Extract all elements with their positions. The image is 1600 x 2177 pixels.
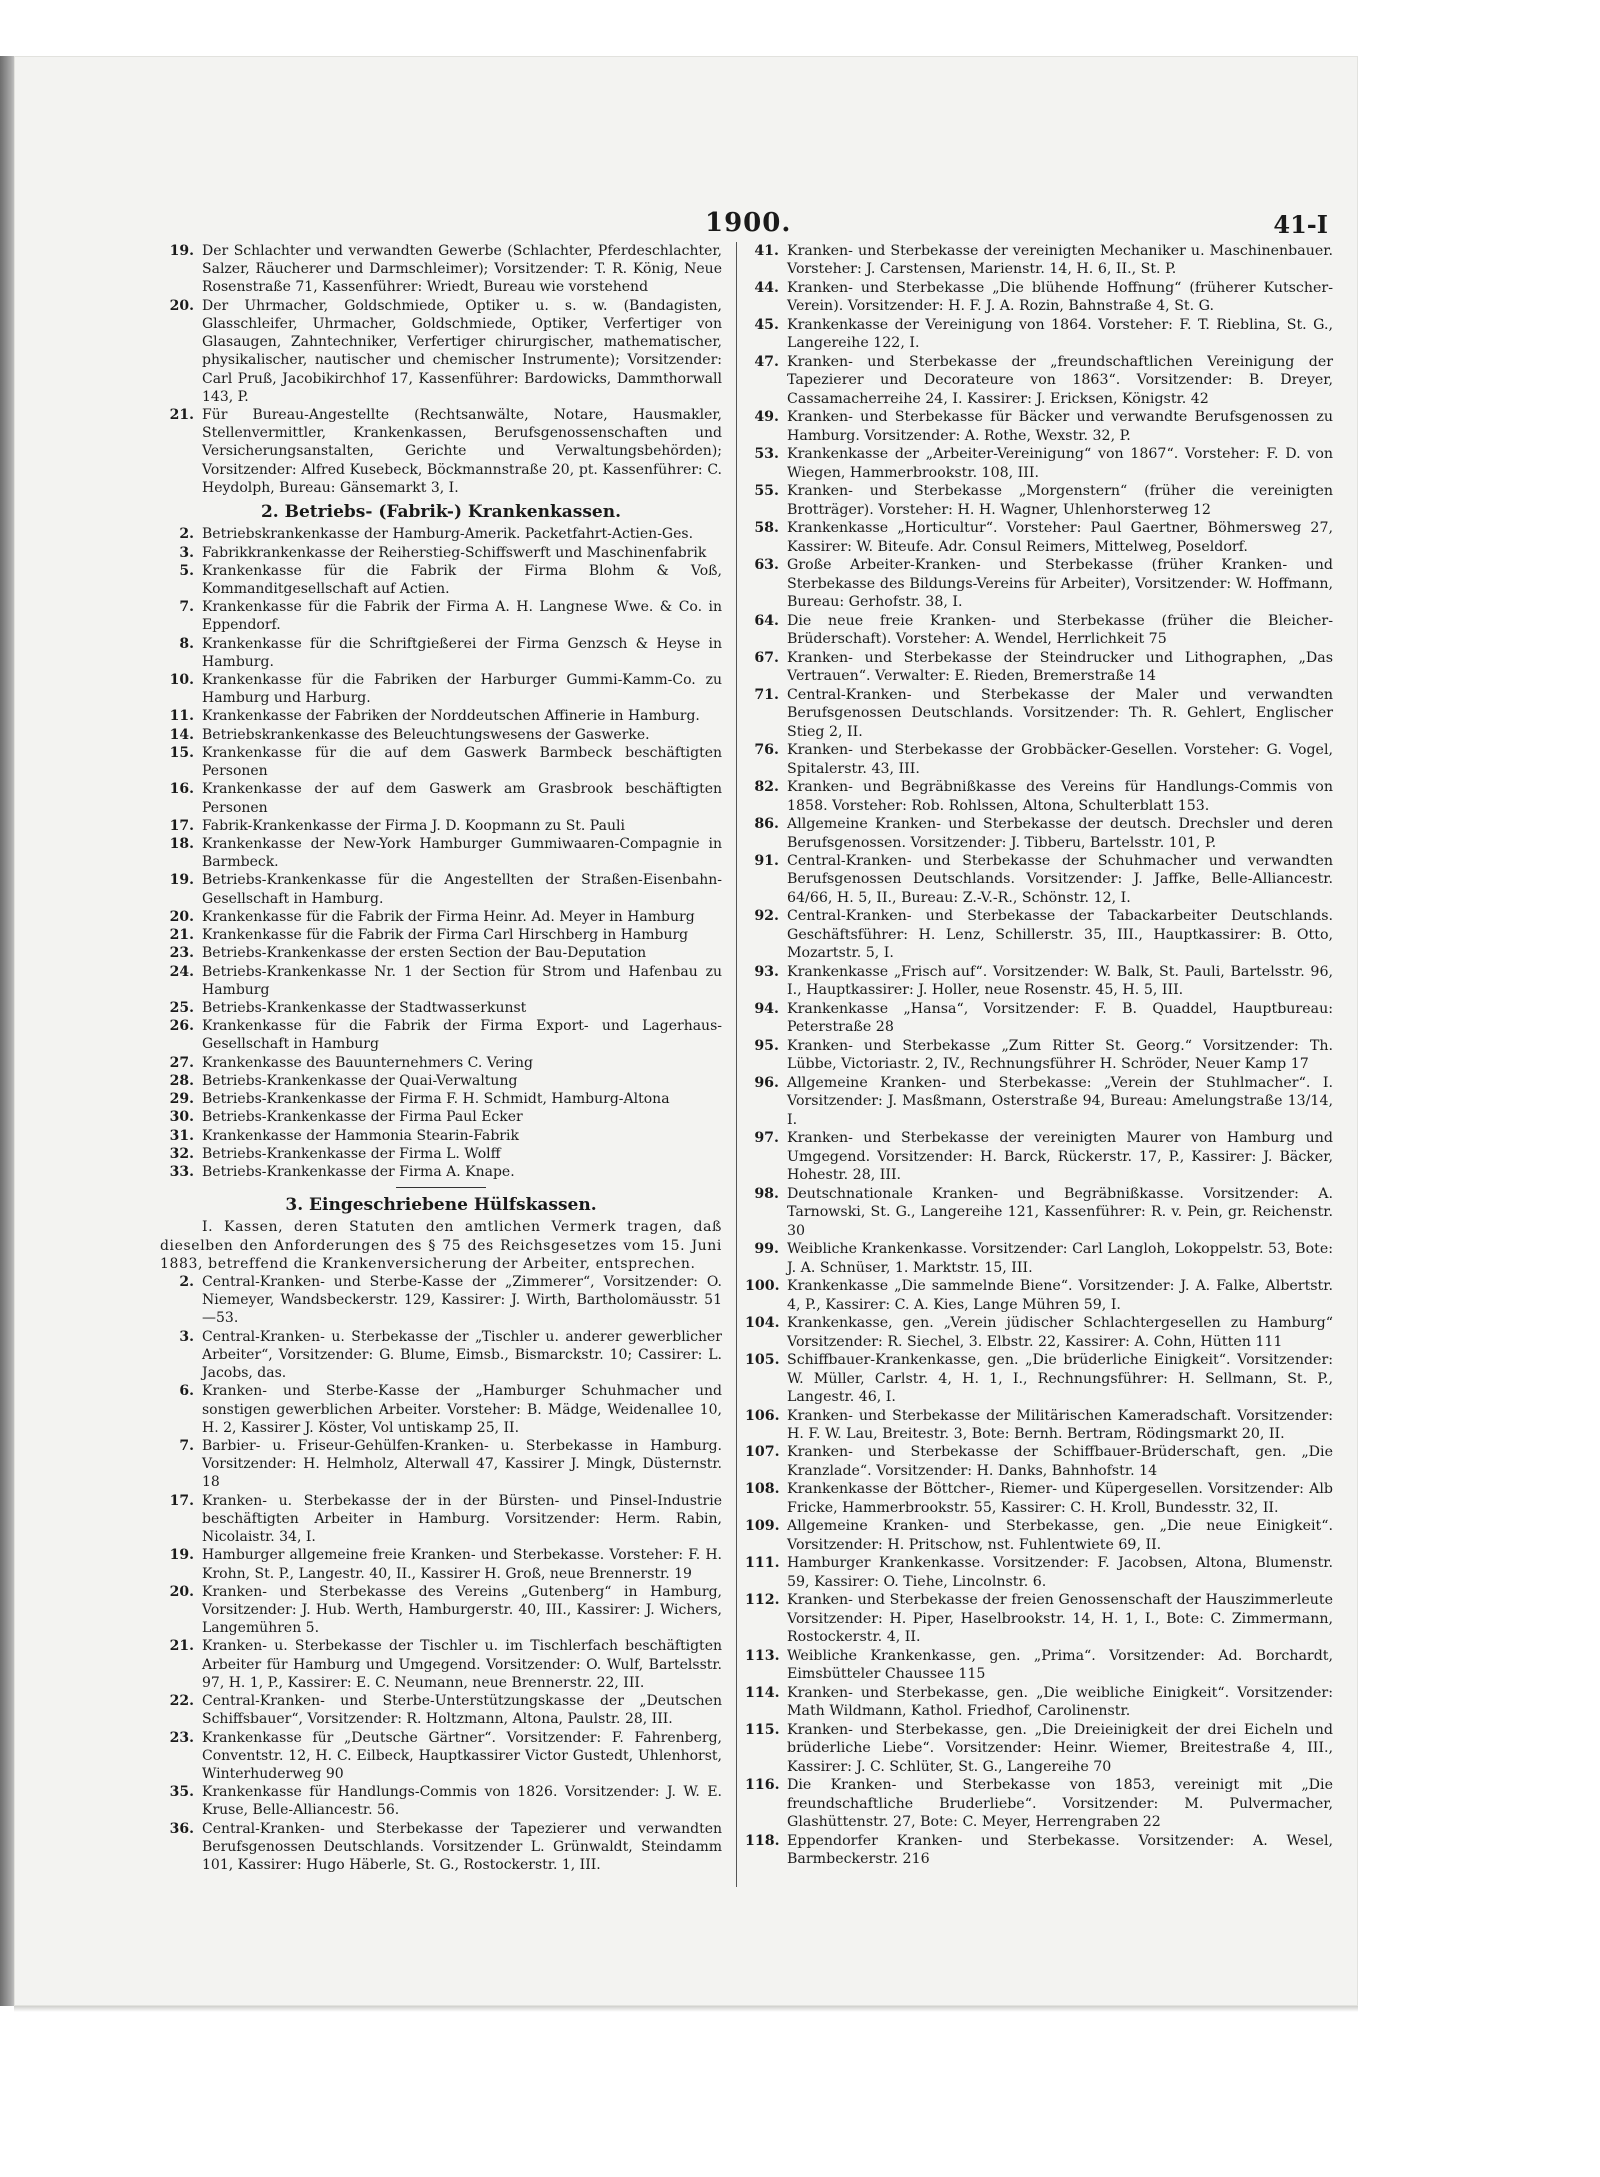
list-item xyxy=(160,744,722,780)
entry-number: 41. xyxy=(754,243,779,259)
entry-text: Krankenkasse der Böttcher-, Riemer- und Küpergesellen. Vorsitzender: Alb Fricke, Hammerbrookstr. 55, Kassirer: C. H. Kroll, Bundesstr. 32, II. xyxy=(787,1481,1333,1516)
list-item xyxy=(160,1692,722,1728)
entry-text: Krankenkasse der „Arbeiter-Vereinigung“ von 1867“. Vorsteher: F. D. von Wiegen, Hammerbrookstr. 108, III. xyxy=(787,446,1333,481)
right-entries xyxy=(745,242,1333,1869)
entry-number: 67. xyxy=(754,649,779,666)
entry-text: Kranken- und Sterbekasse „Morgenstern“ (früher die vereinigten Brotträger). Vorsteher: H. H. Wagner, Uhlenhorsterweg 12 xyxy=(787,483,1333,518)
entry-text: Krankenkasse des Bauunternehmers C. Vering xyxy=(202,1054,533,1071)
entry-text: Krankenkasse der auf dem Gaswerk am Grasbrook beschäftigten Personen xyxy=(202,781,722,816)
list-item xyxy=(745,1443,1333,1480)
list-item xyxy=(745,612,1333,649)
entry-number: 20. xyxy=(169,297,194,314)
entry-number: 5. xyxy=(179,562,194,579)
entry-number: 23. xyxy=(169,945,194,962)
entry-number: 94. xyxy=(754,1000,779,1017)
list-item xyxy=(745,1721,1333,1776)
entry-number: 20. xyxy=(169,908,194,925)
entry-number: 82. xyxy=(754,779,779,796)
entry-text: Kranken- und Sterbekasse der Militärischen Kameradschaft. Vorsitzender: H. F. W. Lau, Breitestr. 3, Bote: Bernh. Bertram, Rödingsmarkt 20, II. xyxy=(787,1407,1333,1442)
entry-text: Krankenkasse der Fabriken der Norddeutschen Affinerie in Hamburg. xyxy=(202,708,700,725)
page-header xyxy=(150,208,1328,244)
entry-text: Deutschnationale Kranken- und Begräbnißkasse. Vorsitzender: A. Tarnowski, St. G., Langereihe 121, Kassenführer: R. v. Pein, gr. Reichenstr. 30 xyxy=(787,1185,1333,1239)
entry-number: 31. xyxy=(169,1127,194,1144)
entry-text: Krankenkasse der Vereinigung von 1864. Vorsteher: F. T. Rieblina, St. G., Langereihe 122, I. xyxy=(787,316,1333,352)
entry-number: 53. xyxy=(754,446,779,463)
section-2-entries xyxy=(160,525,722,1181)
list-item xyxy=(745,1037,1333,1074)
entry-number: 98. xyxy=(754,1185,779,1202)
list-item xyxy=(160,1729,722,1784)
list-item xyxy=(160,726,722,744)
entry-number: 19. xyxy=(169,872,194,889)
list-item xyxy=(160,1054,722,1072)
entry-text: Krankenkasse für die auf dem Gaswerk Barmbeck beschäftigten Personen xyxy=(202,744,722,780)
entry-text: Eppendorfer Kranken- und Sterbekasse. Vorsitzender: A. Wesel, Barmbeckerstr. 216 xyxy=(787,1832,1333,1868)
list-item xyxy=(160,1492,722,1547)
entry-number: 113. xyxy=(745,1647,780,1664)
entry-number: 116. xyxy=(745,1777,780,1794)
entry-text: Betriebs-Krankenkasse Nr. 1 der Section für Strom und Hafenbau zu Hamburg xyxy=(202,963,722,998)
entry-number: 112. xyxy=(745,1592,780,1609)
list-item xyxy=(745,1684,1333,1721)
list-item xyxy=(160,1090,722,1108)
entry-number: 115. xyxy=(745,1721,780,1738)
entry-number: 14. xyxy=(169,726,194,743)
entry-text: Allgemeine Kranken- und Sterbekasse der deutsch. Drechsler und deren Berufsgenossen. Vorsitzender: J. Tibberu, Bartelsstr. 101, P. xyxy=(787,816,1333,851)
entry-number: 55. xyxy=(754,483,779,500)
entry-text: Krankenkasse, gen. „Verein jüdischer Schlachtergesellen zu Hamburg“ Vorsitzender: R. Siechel, 3. Elbstr. 22, Kassirer: A. Cohn, Hütten 111 xyxy=(787,1315,1333,1350)
list-item xyxy=(745,353,1333,408)
list-item xyxy=(745,408,1333,445)
page-year: 1900. xyxy=(705,208,792,238)
list-item xyxy=(160,817,722,835)
entry-text: Kranken- und Sterbekasse der Steindrucker und Lithographen, „Das Vertrauen“. Verwalter: E. Rieden, Bremerstraße 14 xyxy=(787,649,1333,685)
entry-text: Central-Kranken- und Sterbekasse der Tabackarbeiter Deutschlands. Geschäftsführer: H. Lenz, Schillerstr. 35, III., Hauptkassirer: B. Otto, Mozartstr. 5, I. xyxy=(787,908,1333,962)
entry-text: Schiffbauer-Krankenkasse, gen. „Die brüderliche Einigkeit“. Vorsitzender: W. Müller, Carlstr. 4, H. 1, I., Rechnungsführer: H. Sellmann, St. P., Langestr. 46, I. xyxy=(787,1352,1333,1406)
list-item xyxy=(745,907,1333,962)
entry-text: Allgemeine Kranken- und Sterbekasse, gen. „Die neue Einigkeit“. Vorsitzender: H. Pritschow, nst. Fuhlentwiete 69, II. xyxy=(787,1518,1333,1553)
list-item xyxy=(745,445,1333,482)
entry-number: 106. xyxy=(745,1407,780,1424)
list-item xyxy=(160,1783,722,1819)
entry-number: 76. xyxy=(754,742,779,759)
entry-number: 91. xyxy=(754,852,779,869)
list-item xyxy=(160,1328,722,1383)
entry-text: Krankenkasse für die Fabrik der Firma Carl Hirschberg in Hamburg xyxy=(202,927,689,944)
entry-text: Krankenkasse für „Deutsche Gärtner“. Vorsitzender: F. Fahrenberg, Conventstr. 12, H. C. Eilbeck, Hauptkassirer Victor Gustedt, Uhlenhorst, Winterhuderweg 90 xyxy=(202,1729,722,1782)
list-item xyxy=(745,852,1333,907)
list-item xyxy=(160,963,722,999)
list-item xyxy=(745,519,1333,556)
section-divider xyxy=(396,1187,486,1188)
entry-text: Krankenkasse „Horticultur“. Vorsteher: Paul Gaertner, Böhmersweg 27, Kassirer: W. Biteufe. Adr. Consul Reimers, Mittelweg, Poseldorf. xyxy=(787,520,1333,555)
entry-text: Fabrik-Krankenkasse der Firma J. D. Koopmann zu St. Pauli xyxy=(202,817,625,834)
entry-number: 29. xyxy=(169,1091,194,1108)
list-item xyxy=(160,1145,722,1163)
list-item xyxy=(745,1185,1333,1240)
entry-number: 58. xyxy=(754,520,779,537)
list-item xyxy=(745,556,1333,611)
list-item xyxy=(160,871,722,907)
entry-text: Die neue freie Kranken- und Sterbekasse (früher die Bleicher-Brüderschaft). Vorsteher: A. Wendel, Herrlichkeit 75 xyxy=(787,612,1333,648)
entry-text: Kranken- und Sterbekasse der vereinigten Mechaniker u. Maschinenbauer. Vorsteher: J. Carstensen, Marienstr. 14, H. 6, II., St. P. xyxy=(787,243,1333,278)
entry-number: 19. xyxy=(169,1547,194,1564)
list-item xyxy=(745,1647,1333,1684)
list-item xyxy=(745,1074,1333,1129)
entry-number: 45. xyxy=(754,316,779,333)
entry-text: Betriebs-Krankenkasse der Stadtwasserkunst xyxy=(202,999,527,1016)
entry-number: 96. xyxy=(754,1074,779,1091)
entry-text: Betriebs-Krankenkasse der Firma F. H. Schmidt, Hamburg-Altona xyxy=(202,1091,670,1108)
list-item xyxy=(160,1583,722,1638)
entry-number: 111. xyxy=(745,1555,780,1572)
list-item xyxy=(745,1554,1333,1591)
entry-text: Betriebs-Krankenkasse der Firma L. Wolff xyxy=(202,1145,501,1162)
entry-number: 2. xyxy=(179,526,194,543)
entry-text: Krankenkasse für die Fabriken der Harburger Gummi-Kamm-Co. zu Hamburg und Harburg. xyxy=(202,672,722,707)
entry-text: Betriebskrankenkasse der Hamburg-Amerik. Packetfahrt-Actien-Ges. xyxy=(202,526,694,543)
entry-text: Betriebs-Krankenkasse der Firma A. Knape. xyxy=(202,1163,515,1180)
entry-number: 28. xyxy=(169,1072,194,1089)
entry-number: 95. xyxy=(754,1037,779,1054)
entry-text: Barbier- u. Friseur-Gehülfen-Kranken- u. Sterbekasse in Hamburg. Vorsitzender: H. Helmholz, Alterwall 47, Kassirer J. Mingk, Düsternstr. 18 xyxy=(202,1438,722,1491)
entry-number: 47. xyxy=(754,353,779,370)
section-3-entries xyxy=(160,1273,722,1874)
entry-number: 63. xyxy=(754,557,779,574)
list-item xyxy=(745,1407,1333,1444)
page-number: 41-I xyxy=(1273,210,1328,239)
entry-text: Die Kranken- und Sterbekasse von 1853, vereinigt mit „Die freundschaftliche Bruderliebe“. Vorsitzender: M. Pulvermacher, Glashüttenstr. 27, Bote: C. Meyer, Herrengraben 22 xyxy=(787,1777,1333,1831)
list-item xyxy=(160,671,722,707)
entry-number: 16. xyxy=(169,781,194,798)
entry-text: Central-Kranken- und Sterbekasse der Schuhmacher und verwandten Berufsgenossen Deutschlands. Vorsitzender: J. Jaffke, Belle-Alliancestr. 64/66, H. 5, II., Bureau: Z.-V.-R., Schönstr. 12, I. xyxy=(787,852,1333,906)
list-item xyxy=(160,1437,722,1492)
entry-text: Kranken- und Sterbekasse „Die blühende Hoffnung“ (früherer Kutscher-Verein). Vorsitzender: H. F. J. A. Rozin, Bahnstraße 4, St. G. xyxy=(787,279,1333,315)
entry-text: Krankenkasse „Frisch auf“. Vorsitzender: W. Balk, St. Pauli, Bartelsstr. 96, I., Hauptkassirer: J. Holler, neue Rosenstr. 45, H. 5, III. xyxy=(787,963,1333,999)
list-item xyxy=(160,835,722,871)
entry-number: 21. xyxy=(169,1638,194,1655)
list-item xyxy=(160,242,722,297)
list-item xyxy=(745,686,1333,741)
list-item xyxy=(745,741,1333,778)
entry-text: Kranken- und Sterbekasse des Vereins „Gutenberg“ in Hamburg, Vorsitzender: J. Hub. Werth, Hamburgerstr. 40, III., Kassirer: J. Wichers, Langemühren 5. xyxy=(202,1583,722,1637)
section-3-title: 3. Eingeschriebene Hülfskassen. xyxy=(285,1195,597,1216)
list-item xyxy=(745,1517,1333,1554)
entry-text: Hamburger allgemeine freie Kranken- und Sterbekasse. Vorsteher: F. H. Krohn, St. P., Langestr. 40, II., Kassirer H. Groß, neue Brennerstr. 19 xyxy=(202,1547,722,1582)
entry-number: 86. xyxy=(754,816,779,833)
list-item xyxy=(160,1127,722,1145)
entry-text: Krankenkasse für die Fabrik der Firma Export- und Lagerhaus-Gesellschaft in Hamburg xyxy=(202,1018,722,1053)
entry-text: Kranken- und Sterbekasse der freien Genossenschaft der Hauszimmerleute Vorsitzender: H. Piper, Haselbrookstr. 14, H. 1, I., Bote: C. Zimmermann, Rostockerstr. 4, II. xyxy=(787,1592,1333,1646)
list-item xyxy=(160,1273,722,1328)
entry-number: 25. xyxy=(169,999,194,1016)
entry-text: Betriebskrankenkasse des Beleuchtungswesens der Gaswerke. xyxy=(202,726,650,743)
entry-number: 32. xyxy=(169,1145,194,1162)
entry-text: Betriebs-Krankenkasse der Firma Paul Ecker xyxy=(202,1109,523,1126)
entry-text: Fabrikkrankenkasse der Reiherstieg-Schiffswerft und Maschinenfabrik xyxy=(202,544,707,561)
entry-number: 17. xyxy=(169,1492,194,1509)
list-item xyxy=(160,926,722,944)
entry-text: Central-Kranken- und Sterbekasse der Tapezierer und verwandten Berufsgenossen Deutschlands. Vorsitzender L. Grünwaldt, Steindamm 101, Kassirer: Hugo Häberle, St. G., Rostockerstr. 1, III. xyxy=(202,1820,722,1874)
list-item xyxy=(160,525,722,543)
entry-number: 17. xyxy=(169,817,194,834)
entry-number: 93. xyxy=(754,963,779,980)
entry-text: Betriebs-Krankenkasse der Quai-Verwaltung xyxy=(202,1072,518,1089)
entry-text: Krankenkasse der New-York Hamburger Gummiwaaren-Compagnie in Barmbeck. xyxy=(202,836,722,871)
entry-number: 118. xyxy=(745,1832,780,1849)
list-item xyxy=(160,1382,722,1437)
entry-text: Kranken- und Sterbekasse, gen. „Die weibliche Einigkeit“. Vorsitzender: Math Wildmann, Kathol. Friedhof, Carolinenstr. xyxy=(787,1684,1333,1720)
entry-number: 7. xyxy=(179,599,194,616)
list-item xyxy=(160,707,722,725)
right-column xyxy=(745,242,1333,1869)
section-2-title: 2. Betriebs- (Fabrik-) Krankenkassen. xyxy=(260,502,622,523)
entry-text: Kranken- und Sterbekasse der vereinigten Maurer von Hamburg und Umgegend. Vorsitzender: H. Barck, Rückerstr. 17, P., Kassirer: J. Bäcker, Hohestr. 28, III. xyxy=(787,1130,1333,1184)
left-column xyxy=(160,242,722,1874)
section-3-intro: I. Kassen, deren Statuten den amtlichen Vermerk tragen, daß dieselben den Anforderungen des § 75 des Reichsgesetzes vom 15. Juni 1883, betreffend die Krankenversicherung der Arbeiter, entsprechen. xyxy=(160,1219,722,1272)
list-item xyxy=(160,598,722,634)
entry-text: Kranken- und Begräbnißkasse des Vereins für Handlungs-Commis von 1858. Vorsteher: Rob. Rohlssen, Altona, Schulterblatt 153. xyxy=(787,779,1333,814)
entry-number: 49. xyxy=(754,409,779,426)
list-item xyxy=(160,406,722,497)
entry-number: 64. xyxy=(754,612,779,629)
entry-number: 22. xyxy=(169,1693,194,1710)
entry-text: Betriebs-Krankenkasse der ersten Section der Bau-Deputation xyxy=(202,945,647,962)
entry-text: Kranken- und Sterbekasse, gen. „Die Dreieinigkeit der drei Eicheln und brüderliche Liebe“. Vorsitzender: Heinr. Wiemer, Breitestraße 4, III., Kassirer: J. C. Schlüter, St. G., Langereihe 70 xyxy=(787,1721,1333,1775)
entry-text: Kranken- und Sterbekasse der Grobbäcker-Gesellen. Vorsteher: G. Vogel, Spitalerstr. 43, III. xyxy=(787,742,1333,777)
entry-number: 18. xyxy=(169,836,194,852)
list-item xyxy=(745,1351,1333,1406)
entry-number: 35. xyxy=(169,1784,194,1801)
entry-number: 11. xyxy=(169,708,194,725)
entry-number: 105. xyxy=(745,1352,780,1369)
list-item xyxy=(160,780,722,816)
entry-number: 21. xyxy=(169,927,194,944)
list-item xyxy=(745,815,1333,852)
entry-number: 7. xyxy=(179,1438,194,1454)
entry-number: 15. xyxy=(169,744,194,761)
list-item xyxy=(745,279,1333,316)
list-item xyxy=(745,1129,1333,1184)
entry-text: Kranken- u. Sterbekasse der in der Bürsten- und Pinsel-Industrie beschäftigten Arbeiter in Hamburg. Vorsitzender: Herm. Rabin, Nicolaistr. 34, I. xyxy=(202,1492,722,1546)
entry-number: 99. xyxy=(754,1241,779,1258)
entry-text: Der Schlachter und verwandten Gewerbe (Schlachter, Pferdeschlachter, Salzer, Räucherer und Darmschleimer); Vorsitzender: T. R. König, Neue Rosenstraße 71, Kassenführer: Wriedt, Bureau wie vorstehend xyxy=(202,243,722,296)
list-item xyxy=(160,1163,722,1181)
entry-number: 109. xyxy=(745,1518,780,1535)
list-item xyxy=(745,1480,1333,1517)
entry-text: Krankenkasse für die Fabrik der Firma Blohm & Voß, Kommanditgesellschaft auf Actien. xyxy=(202,562,722,597)
entry-text: Der Uhrmacher, Goldschmiede, Optiker u. s. w. (Bandagisten, Glasschleifer, Uhrmacher, Goldschmiede, Optiker, Verfertiger von Glasaugen, Zahntechniker, Verfertiger chirurgischer, mathematischer, physikalischer, nautischer und chemischer Instrumente); Vorsitzender: Carl Pruß, Jacobikirchhof 17, Kassenführer: Bardowicks, Dammthorwall 143, P. xyxy=(202,297,722,405)
entry-text: Central-Kranken- und Sterbekasse der Maler und verwandten Berufsgenossen Deutschlands. Vorsitzender: Th. R. Gehlert, Englischer Stieg 2, II. xyxy=(787,686,1333,740)
entry-text: Allgemeine Kranken- und Sterbekasse: „Verein der Stuhlmacher“. I. Vorsitzender: J. Masßmann, Osterstraße 94, Bureau: Amelungstraße 13/14, I. xyxy=(787,1074,1333,1128)
list-item xyxy=(745,778,1333,815)
entry-number: 36. xyxy=(169,1820,194,1837)
entry-number: 20. xyxy=(169,1583,194,1600)
entry-text: Krankenkasse für die Fabrik der Firma Heinr. Ad. Meyer in Hamburg xyxy=(202,908,695,925)
entry-number: 107. xyxy=(745,1444,780,1461)
entry-text: Große Arbeiter-Kranken- und Sterbekasse (früher Kranken- und Sterbekasse des Bildungs-Vereins für Arbeiter), Vorsitzender: W. Hoffmann, Bureau: Gerhofstr. 38, I. xyxy=(787,557,1333,611)
list-item xyxy=(745,1240,1333,1277)
list-item xyxy=(745,242,1333,279)
entries-top xyxy=(160,242,722,497)
entry-text: Central-Kranken- und Sterbe-Unterstützungskasse der „Deutschen Schiffsbauer“, Vorsitzender: R. Holtzmann, Altona, Paulstr. 28, III. xyxy=(202,1693,722,1728)
entry-number: 44. xyxy=(754,279,779,296)
entry-number: 30. xyxy=(169,1109,194,1126)
list-item xyxy=(745,1591,1333,1646)
entry-text: Krankenkasse für die Fabrik der Firma A. H. Langnese Wwe. & Co. in Eppendorf. xyxy=(202,599,722,634)
entry-text: Kranken- u. Sterbekasse der Tischler u. im Tischlerfach beschäftigten Arbeiter für Hamburg und Umgegend. Vorsitzender: O. Wulf, Bartelsstr. 97, H. 1, P., Kassirer: E. C. Neumann, neue Brennerstr. 22, III. xyxy=(202,1638,722,1691)
page-bottom-shadow xyxy=(14,2006,1358,2012)
list-item xyxy=(160,1017,722,1053)
list-item xyxy=(745,1832,1333,1869)
list-item xyxy=(745,649,1333,686)
entry-number: 3. xyxy=(179,544,194,561)
entry-number: 108. xyxy=(745,1481,780,1498)
list-item xyxy=(160,1820,722,1875)
list-item xyxy=(745,1314,1333,1351)
entry-number: 10. xyxy=(169,672,194,689)
entry-number: 26. xyxy=(169,1018,194,1035)
entry-text: Für Bureau-Angestellte (Rechtsanwälte, Notare, Hausmakler, Stellenvermittler, Krankenkassen, Berufsgenossenschaften und Versicherungsanstalten, Gerichte und Verwaltungsbehörden); Vorsitzender: Alfred Kusebeck, Böckmannstraße 20, pt. Kassenführer: C. Heydolph, Bureau: Gänsemarkt 3, I. xyxy=(202,406,722,496)
entry-number: 71. xyxy=(754,686,779,703)
list-item xyxy=(160,562,722,598)
list-item xyxy=(745,1000,1333,1037)
list-item xyxy=(745,963,1333,1000)
list-item xyxy=(745,1776,1333,1831)
list-item xyxy=(160,999,722,1017)
entry-text: Kranken- und Sterbekasse der Schiffbauer-Brüderschaft, gen. „Die Kranzlade“. Vorsitzender: H. Danks, Bahnhofstr. 14 xyxy=(787,1444,1333,1479)
entry-text: Weibliche Krankenkasse. Vorsitzender: Carl Langloh, Lokoppelstr. 53, Bote: J. A. Schnüser, 1. Marktstr. 15, III. xyxy=(787,1241,1333,1276)
list-item xyxy=(160,635,722,671)
entry-text: Kranken- und Sterbekasse „Zum Ritter St. Georg.“ Vorsitzender: Th. Lübbe, Victoriastr. 2, IV., Rechnungsführer H. Schröder, Neuer Kamp 17 xyxy=(787,1037,1333,1073)
entry-text: Krankenkasse „Hansa“, Vorsitzender: F. B. Quaddel, Hauptbureau: Peterstraße 28 xyxy=(787,1000,1333,1036)
list-item xyxy=(160,1108,722,1126)
list-item xyxy=(745,1277,1333,1314)
entry-text: Kranken- und Sterbekasse der „freundschaftlichen Vereinigung der Tapezierer und Decorateure von 1863“. Vorsitzender: B. Dreyer, Cassamacherreihe 24, I. Kassirer: J. Ericksen, Königstr. 42 xyxy=(787,353,1333,407)
entry-text: Krankenkasse „Die sammelnde Biene“. Vorsitzender: J. A. Falke, Albertstr. 4, P., Kassirer: C. A. Kies, Lange Mühren 59, I. xyxy=(787,1278,1333,1313)
entry-number: 6. xyxy=(179,1383,194,1400)
entry-number: 8. xyxy=(179,635,194,652)
entry-number: 92. xyxy=(754,908,779,925)
list-item xyxy=(160,1637,722,1692)
column-divider xyxy=(736,242,737,1887)
entry-text: Betriebs-Krankenkasse für die Angestellten der Straßen-Eisenbahn-Gesellschaft in Hamburg. xyxy=(202,872,722,907)
entry-number: 27. xyxy=(169,1054,194,1071)
list-item xyxy=(160,544,722,562)
entry-number: 21. xyxy=(169,406,194,423)
entry-number: 33. xyxy=(169,1163,194,1180)
entry-number: 104. xyxy=(745,1315,780,1332)
entry-text: Weibliche Krankenkasse, gen. „Prima“. Vorsitzender: Ad. Borchardt, Eimsbütteler Chaussee 115 xyxy=(787,1647,1333,1683)
list-item xyxy=(160,944,722,962)
list-item xyxy=(160,1546,722,1582)
entry-text: Central-Kranken- u. Sterbekasse der „Tischler u. anderer gewerblicher Arbeiter“, Vorsitzender: G. Blume, Eimsb., Bismarckstr. 10; Cassirer: L. Jacobs, das. xyxy=(202,1328,722,1382)
entry-number: 2. xyxy=(179,1274,194,1291)
entry-number: 114. xyxy=(745,1684,780,1701)
entry-text: Krankenkasse für die Schriftgießerei der Firma Genzsch & Heyse in Hamburg. xyxy=(202,635,722,670)
entry-number: 19. xyxy=(169,243,194,259)
list-item xyxy=(745,316,1333,353)
entry-text: Krankenkasse für Handlungs-Commis von 1826. Vorsitzender: J. W. E. Kruse, Belle-Alliancestr. 56. xyxy=(202,1784,722,1819)
list-item xyxy=(160,1072,722,1090)
entry-text: Kranken- und Sterbekasse für Bäcker und verwandte Berufsgenossen zu Hamburg. Vorsitzender: A. Rothe, Wexstr. 32, P. xyxy=(787,409,1333,444)
list-item xyxy=(160,908,722,926)
entry-number: 23. xyxy=(169,1729,194,1746)
entry-number: 100. xyxy=(745,1278,780,1295)
list-item xyxy=(745,482,1333,519)
entry-number: 97. xyxy=(754,1130,779,1147)
entry-text: Kranken- und Sterbe-Kasse der „Hamburger Schuhmacher und sonstigen gewerblichen Arbeiter. Vorsteher: B. Mädge, Weidenallee 10, H. 2, Kassirer J. Köster, Vol untiskamp 25, II. xyxy=(202,1383,722,1436)
entry-text: Central-Kranken- und Sterbe-Kasse der „Zimmerer“, Vorsitzender: O. Niemeyer, Wandsbeckerstr. 129, Kassirer: J. Wirth, Bartholomäusstr. 51—53. xyxy=(202,1274,722,1327)
entry-text: Krankenkasse der Hammonia Stearin-Fabrik xyxy=(202,1127,519,1144)
entry-text: Hamburger Krankenkasse. Vorsitzender: F. Jacobsen, Altona, Blumenstr. 59, Kassirer: O. Tiehe, Lincolnstr. 6. xyxy=(787,1555,1333,1590)
list-item xyxy=(160,297,722,406)
entry-number: 3. xyxy=(179,1328,194,1345)
entry-number: 24. xyxy=(169,963,194,980)
